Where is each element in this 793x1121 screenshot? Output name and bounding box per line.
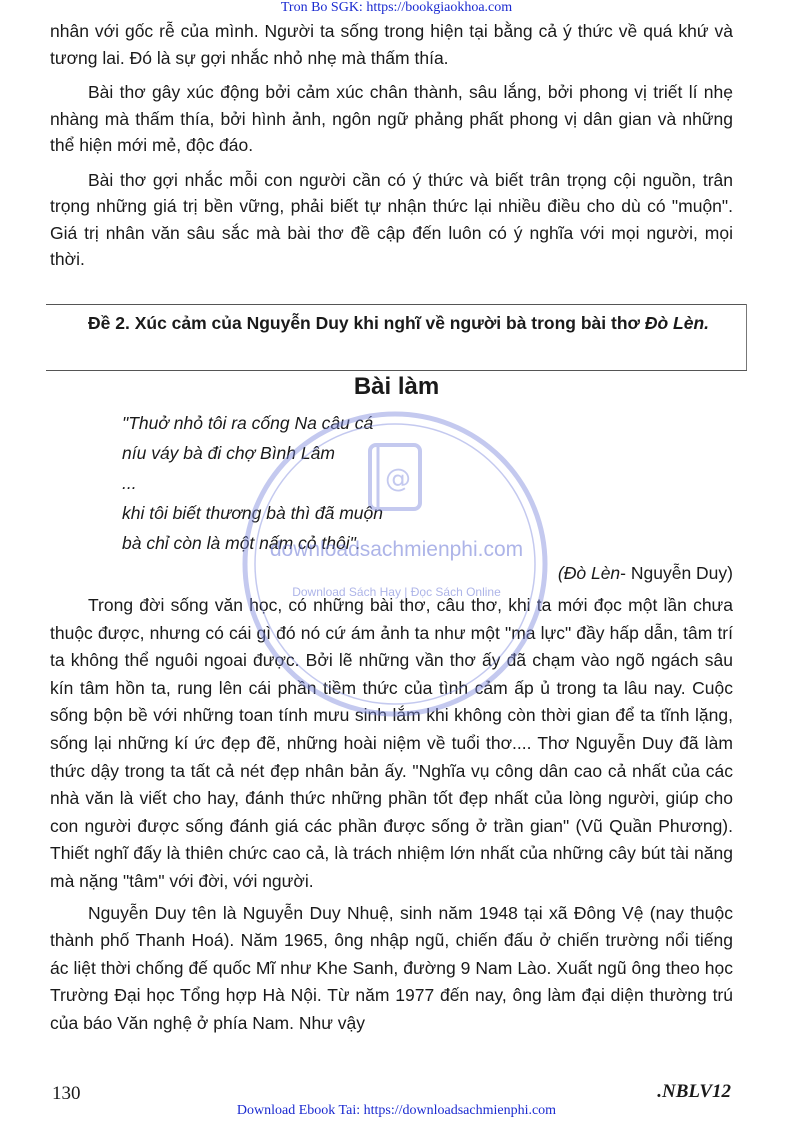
- paragraph-2: Bài thơ gây xúc động bởi cảm xúc chân thành, sâu lắng, bởi phong vị triết lí nhẹ nhàng mà thấm thía, bởi hình ảnh, ngôn ngữ phảng phất phong vị dân gian và những thể hiện mới mẻ, độc đáo.: [50, 82, 733, 155]
- topic-text: Xúc cảm của Nguyễn Duy khi nghĩ về người bà trong bài thơ: [134, 313, 640, 333]
- svg-text:@: @: [385, 464, 411, 494]
- essay-title: Bài làm: [353, 373, 440, 400]
- page-number: 130: [52, 1083, 81, 1104]
- poem-line: bà chỉ còn là một nấm cỏ thôi".: [122, 533, 361, 553]
- book-code: .NBLV12: [657, 1081, 731, 1102]
- paragraph-4: Trong đời sống văn học, có những bài thơ, câu thơ, khi ta mới đọc một lần chưa thuộc được, nhưng có cái gì đó nó cứ ám ảnh ta như một "ma lực" đầy hấp dẫn, tâm trí ta không thể nguôi ngoai được. Bởi lẽ những vần thơ ấy đã chạm vào ngõ ngách sâu kín tâm hồn ta, rung lên cái phần tiềm thức của tình cảm ấp ủ trong ta lâu nay. Cuộc sống bộn bề với những toan tính mưu sinh lắm khi không còn thời gian để ta tĩnh lặng, sống lại những kí ức đẹp đẽ, những hoài niệm về tuổi thơ.... Thơ Nguyễn Duy đã làm thức dậy trong ta tất cả nét đẹp nhân bản ấy. "Nghĩa vụ công dân cao cả nhất của các nhà văn là viết cho hay, đánh thức những phần tốt đẹp nhất của lòng người, giúp cho con người được sống đánh giá các phần được sống ở trần gian" (Vũ Quần Phương). Thiết nghĩ đấy là thiên chức cao cả, là trách nhiệm lớn nhất của những cây bút tài năng mà nặng "tâm" với đời, với người.: [50, 595, 733, 891]
- essay-body: [50, 592, 733, 1042]
- poem-line: khi tôi biết thương bà thì đã muộn: [122, 503, 383, 523]
- topic-label: Đề 2.: [88, 313, 130, 333]
- topic-box-right-border: [746, 304, 747, 370]
- topic-work: Đò Lèn.: [644, 313, 710, 333]
- poem-quote: [122, 408, 622, 558]
- essay-topic: [50, 310, 733, 337]
- poem-source-work: (Đò Lèn: [557, 563, 621, 583]
- footer-link[interactable]: Download Ebook Tai: https://downloadsachmienphi.com: [236, 1103, 557, 1118]
- intro-paragraphs: [50, 18, 733, 281]
- paragraph-1: nhân với gốc rễ của mình. Người ta sống trong hiện tại bằng cả ý thức về quá khứ và tương lai. Đó là sự gợi nhắc nhỏ nhẹ mà thấm thía.: [50, 21, 733, 68]
- paragraph-3: Bài thơ gợi nhắc mỗi con người cần có ý thức và biết trân trọng cội nguồn, trân trọng những giá trị bền vững, phải biết tự nhận thức lại nhiều điều cho dù có "muộn". Giá trị nhân văn sâu sắc mà bài thơ đề cập đến luôn có ý nghĩa với mọi người, mọi thời.: [50, 169, 733, 269]
- watermark-tagline: Download Sách Hay | Đọc Sách Online: [292, 585, 501, 599]
- poem-source-author: - Nguyễn Duy): [620, 563, 733, 583]
- poem-line: níu váy bà đi chợ Bình Lâm: [122, 443, 335, 463]
- paragraph-5: Nguyễn Duy tên là Nguyễn Duy Nhuệ, sinh năm 1948 tại xã Đông Vệ (nay thuộc thành phố Thanh Hoá). Năm 1965, ông nhập ngũ, chiến đấu ở chiến trường nổi tiếng ác liệt thời chống đế quốc Mĩ như Khe Sanh, đường 9 Nam Lào. Xuất ngũ ông theo học Trường Đại học Tổng hợp Hà Nội. Từ năm 1977 đến nay, ông làm đại diện thường trú của báo Văn nghệ ở phía Nam. Như vậy: [50, 902, 733, 1033]
- poem-source: [558, 560, 733, 586]
- poem-line: ...: [122, 473, 137, 493]
- header-link[interactable]: Tron Bo SGK: https://bookgiaokhoa.com: [280, 0, 513, 15]
- watermark-site: downloadsachmienphi.com: [269, 538, 524, 561]
- topic-box-bottom-border: [46, 370, 747, 371]
- topic-box-top-border: [46, 304, 747, 305]
- poem-line: "Thuở nhỏ tôi ra cống Na câu cá: [122, 413, 374, 433]
